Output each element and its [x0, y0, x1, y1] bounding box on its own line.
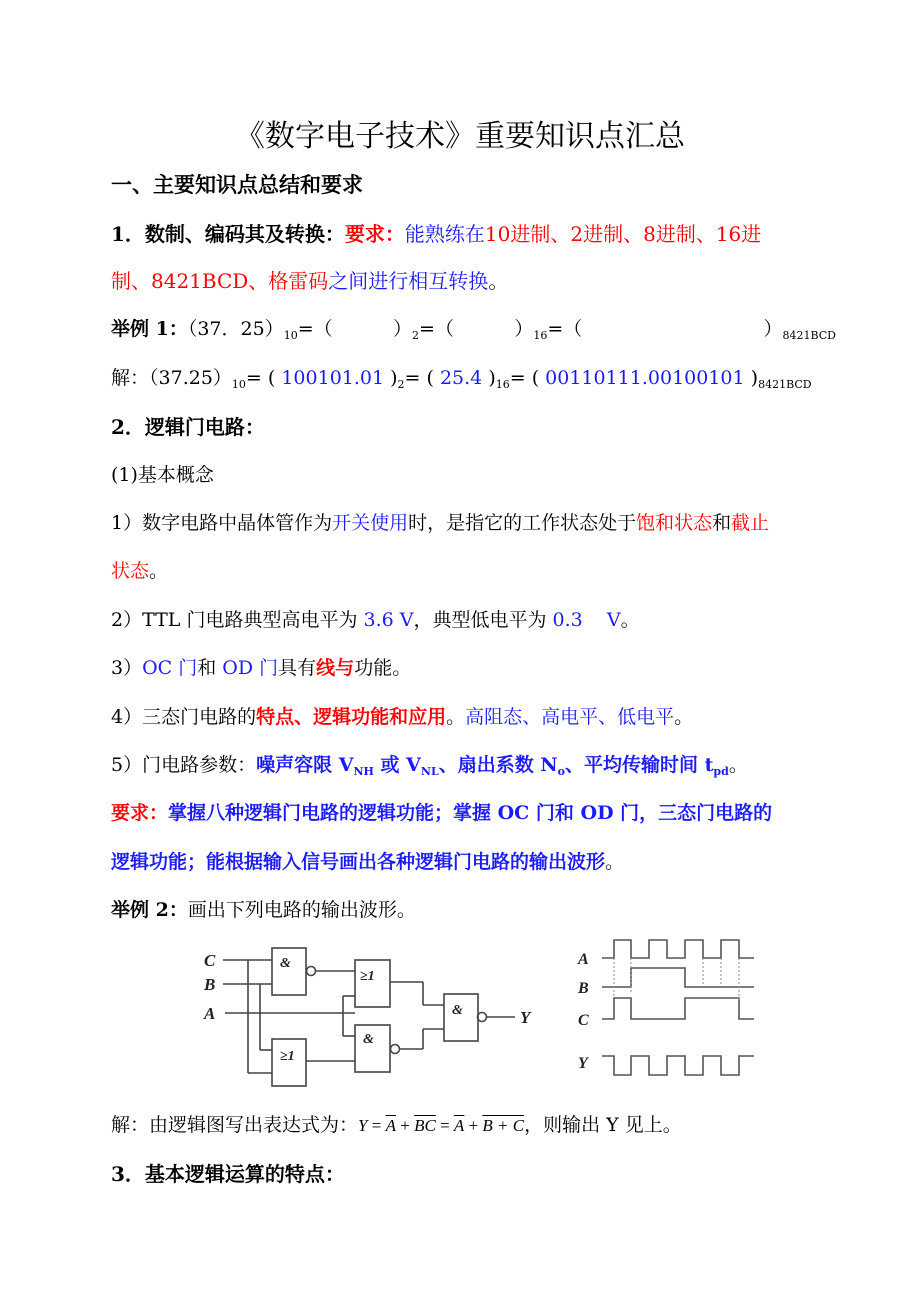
eq: = (: [509, 367, 540, 389]
subscript: 2: [412, 329, 420, 342]
subscript: NL: [420, 765, 439, 778]
solution-label: 解：: [111, 1114, 150, 1136]
signal-label-c: C: [578, 1012, 589, 1029]
text: 。: [605, 851, 625, 873]
input-label-b: B: [204, 975, 216, 994]
eq: = (: [404, 367, 434, 389]
formula-eq: =: [367, 1116, 386, 1135]
requirement-2-cont: [111, 849, 624, 875]
example-label: 举例 1：: [111, 318, 188, 340]
subscript: 8421BCD: [782, 329, 836, 342]
bcd-answer: 00110111.00100101: [539, 367, 751, 389]
subscript: 10: [231, 378, 246, 391]
req-text: 之间进行相互转换: [328, 269, 489, 293]
input-label-a: A: [204, 1004, 216, 1023]
req-text-red: 10进制、2进制、8进制、16进: [484, 222, 762, 246]
solution1: 解：$(37.25)_{10}=$ ( 100101.01 )$_2=$ ( 25.4 )$_{16}=$ ( 00110111.00100101 )$_{8421BCD}$: [111, 367, 812, 391]
item3-heading: 3．基本逻辑运算的特点：: [111, 1162, 345, 1186]
low-level-value: 0.3 V: [552, 609, 621, 631]
formula-plus: +: [395, 1116, 415, 1135]
formula-c-bar: $\overline{C}$: [424, 1116, 436, 1135]
binary-answer: 100101.01: [275, 367, 391, 389]
concept-4: [111, 704, 693, 730]
concept-5: [111, 752, 748, 778]
eq: = (: [245, 367, 276, 389]
example2: [111, 897, 416, 923]
subscript: o: [557, 765, 566, 778]
punct: 。: [488, 269, 509, 293]
example-label: 举例 2：: [111, 899, 188, 921]
subscript: 8421BCD: [758, 378, 812, 391]
text: 。: [674, 706, 694, 728]
blank: =（ ）: [547, 318, 783, 340]
text: 3）: [111, 657, 143, 679]
subscript: pd: [713, 765, 729, 778]
high-level-value: 3.6 V: [363, 609, 414, 631]
text-red: 截止: [731, 512, 770, 534]
text: 。: [446, 706, 466, 728]
text-blue: OD 门: [222, 657, 279, 679]
text-red: 线与: [316, 657, 355, 679]
example-text: 画出下列电路的输出波形。: [187, 899, 416, 921]
input-label-c: C: [204, 951, 216, 970]
text: 功能。: [354, 657, 412, 679]
text: 。: [620, 609, 640, 631]
requirement-2: [111, 800, 772, 826]
concept-2: [111, 607, 640, 633]
req-text: 能熟练在: [404, 222, 485, 246]
text: 2）TTL 门电路典型高电平为: [111, 609, 364, 631]
item2-heading: 2．逻辑门电路：: [111, 415, 265, 439]
solution-label: 解：: [111, 367, 150, 389]
text-blue: 或 V: [373, 754, 421, 776]
example-text: （37．25）: [187, 318, 284, 340]
text-red: 特点、逻辑功能和应用: [256, 706, 447, 728]
formula-a-bar: $\overline{A}$: [385, 1116, 396, 1135]
output-label-y: Y: [520, 1008, 531, 1027]
subscript: 16: [533, 329, 548, 342]
svg-text:&: &: [452, 1003, 463, 1018]
waveform-diagram: [560, 930, 760, 1090]
formula-a-bar: $\overline{A}$: [453, 1116, 465, 1135]
req-text-red: 制、8421BCD、格雷码: [111, 269, 329, 293]
requirement-text: 掌握八种逻辑门电路的逻辑功能；掌握 OC 门和 OD 门，三态门电路的: [168, 802, 773, 824]
section-heading: 一、主要知识点总结和要求: [111, 173, 363, 197]
formula-b-bar: $\overline{B}$: [414, 1116, 425, 1135]
text-red: 饱和状态: [636, 512, 713, 534]
formula-eq: =: [435, 1116, 454, 1135]
svg-text:≥1: ≥1: [360, 969, 375, 984]
text: 时，是指它的工作状态处于: [408, 512, 637, 534]
hex-answer: 25.4: [433, 367, 489, 389]
formula-y: Y: [358, 1116, 368, 1135]
text-red: 状态: [111, 560, 150, 582]
item2-subheading: (1)基本概念: [111, 464, 214, 486]
requirement-text: 逻辑功能；能根据输入信号画出各种逻辑门电路的输出波形: [111, 851, 606, 873]
concept-1: [111, 510, 769, 536]
requirement-label: 要求：: [344, 222, 405, 246]
text: 。: [149, 560, 169, 582]
text-blue: 噪声容限 V: [256, 754, 354, 776]
text: 4）三态门电路的: [111, 706, 257, 728]
text-blue: OC 门: [142, 657, 198, 679]
solution-text: 由逻辑图写出表达式为：: [149, 1114, 359, 1136]
solution-input: （37.25）: [149, 367, 232, 389]
text: 和: [197, 657, 223, 679]
text-blue: 、平均传输时间 t: [565, 754, 714, 776]
signal-label-y: Y: [578, 1055, 588, 1072]
signal-label-b: B: [578, 980, 589, 997]
concept-1-cont: [111, 558, 168, 584]
text: ，典型低电平为: [413, 609, 553, 631]
svg-text:&: &: [280, 956, 291, 971]
concept-3: [111, 655, 411, 681]
text-blue: 开关使用: [332, 512, 409, 534]
solution2: [111, 1112, 682, 1139]
example1: [111, 316, 836, 342]
text-blue: 、扇出系数 N: [438, 754, 558, 776]
text: 5）门电路参数：: [111, 754, 257, 776]
logic-circuit-diagram: [190, 935, 550, 1095]
svg-text:≥1: ≥1: [280, 1049, 295, 1064]
requirement-label: 要求：: [111, 802, 169, 824]
item1-heading: 1．数制、编码其及转换：: [111, 222, 345, 246]
solution-end: ，则输出 Y 见上。: [524, 1114, 682, 1136]
formula-b-plus-c-bar: B + C: [482, 1116, 525, 1135]
subscript: 16: [495, 378, 510, 391]
text: 。: [728, 754, 748, 776]
svg-text:&: &: [363, 1032, 374, 1047]
blank: =（ ）: [419, 318, 534, 340]
page-title: 《数字电子技术》重要知识点汇总: [235, 119, 685, 154]
subscript: 2: [397, 378, 405, 391]
text: 具有: [278, 657, 317, 679]
formula-plus: +: [464, 1116, 483, 1135]
subscript: NH: [353, 765, 374, 778]
text: 和: [712, 512, 732, 534]
boolean-formula: [358, 1116, 524, 1135]
signal-label-a: A: [578, 951, 589, 968]
item1-paragraph-cont: [111, 268, 508, 294]
item1-paragraph: [111, 221, 761, 247]
blank: =（ ）: [297, 318, 413, 340]
text-blue: 高阻态、高电平、低电平: [465, 706, 675, 728]
text: 1）数字电路中晶体管作为: [111, 512, 333, 534]
subscript: 10: [283, 329, 298, 342]
